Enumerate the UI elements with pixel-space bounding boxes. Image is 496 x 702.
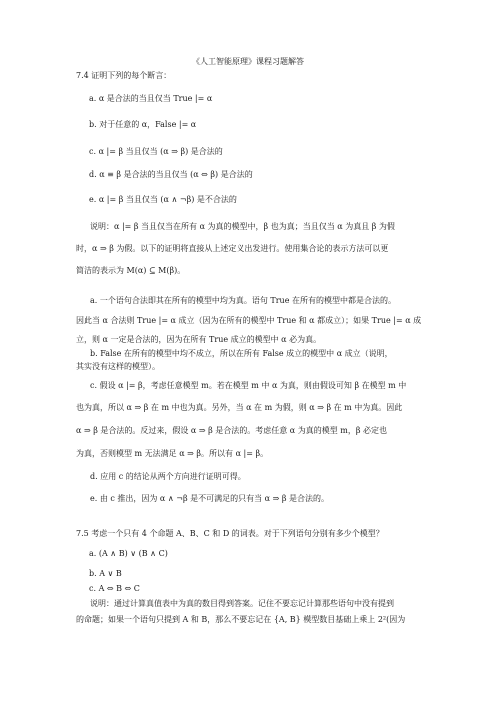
explanation-7-5-line: 的命题；如果一个语句只提到 A 和 B，那么不要忘记在 {A, B} 模型数目基础上乘上 2²(因为: [76, 615, 406, 624]
assertion-a: a. α 是合法的当且仅当 True |= α: [89, 94, 213, 103]
explanation-7-5-line: 说明：通过计算真值表中为真的数目得到答案。记住不要忘记计算那些语句中没有提到: [90, 599, 394, 608]
sentence-a: a. (A ∧ B) ∨ (B ∧ C): [89, 549, 168, 558]
proof-a-line: a. 一个语句合法即其在所有的模型中均为真。语句 True 在所有的模型中都是合法的。: [90, 296, 396, 305]
proof-d-line: d. 应用 c 的结论从两个方向进行证明可得。: [90, 472, 246, 481]
page-title: 《人工智能原理》课程习题解答: [192, 57, 304, 66]
proof-c-line: c. 假设 α |= β，考虑任意模型 m。若在模型 m 中 α 为真，则由假设可知 β 在模型 m 中: [90, 381, 407, 390]
exercise-7-4-heading: 7.4 证明下列的每个断言：: [76, 71, 172, 80]
proof-e-line: e. 由 c 推出，因为 α ∧ ¬β 是不可满足的只有当 α ⇒ β 是合法的。: [90, 494, 330, 503]
proof-b-line: 其实没有这样的模型）。: [76, 362, 160, 371]
proof-c-line: α ⇒ β 是合法的。反过来，假设 α ⇒ β 是合法的。考虑任意 α 为真的模型 m，β 必定也: [76, 426, 388, 435]
assertion-b: b. 对于任意的 α，False |= α: [89, 120, 197, 129]
proof-a-line: 因此当 α 合法则 True |= α 成立（因为在所有的模型中 True 和 α 都成立）；如果 True |= α 成: [76, 316, 422, 325]
sentence-b: b. A ∨ B: [89, 569, 122, 578]
assertion-d: d. α ≡ β 是合法的当且仅当 (α ⇔ β) 是合法的: [89, 170, 253, 179]
explanation-line: 说明：α |= β 当且仅当在所有 α 为真的模型中，β 也为真；当且仅当 α 为真且 β 为假: [90, 222, 395, 231]
proof-c-line: 也为真，所以 α ⇒ β 在 m 中也为真。另外，当 α 在 m 为假，则 α ⇒ β 在 m 中为真。因此: [76, 403, 403, 412]
exercise-7-5-heading: 7.5 考虑一个只有 4 个命题 A、B、C 和 D 的词表。对于下列语句分别有多少个模型？: [76, 529, 384, 538]
explanation-line: 简洁的表示为 M(α) ⊆ M(β)。: [76, 266, 186, 275]
proof-b-line: b. False 在所有的模型中均不成立，所以在所有 False 成立的模型中 α 成立（说明，: [90, 349, 393, 358]
proof-a-line: 立，则 α 一定是合法的，因为在所有 True 成立的模型中 α 必为真。: [76, 335, 322, 344]
proof-c-line: 为真，否则模型 m 无法满足 α ⇒ β。所以有 α |= β。: [76, 449, 269, 458]
assertion-e: e. α |= β 当且仅当 (α ∧ ¬β) 是不合法的: [89, 195, 237, 204]
sentence-c: c. A ⇔ B ⇔ C: [89, 584, 140, 593]
assertion-c: c. α |= β 当且仅当 (α ⇒ β) 是合法的: [89, 147, 223, 156]
explanation-line: 时，α ⇒ β 为假。以下的证明将直接从上述定义出发进行。使用集合论的表示方法可以更: [76, 244, 389, 253]
